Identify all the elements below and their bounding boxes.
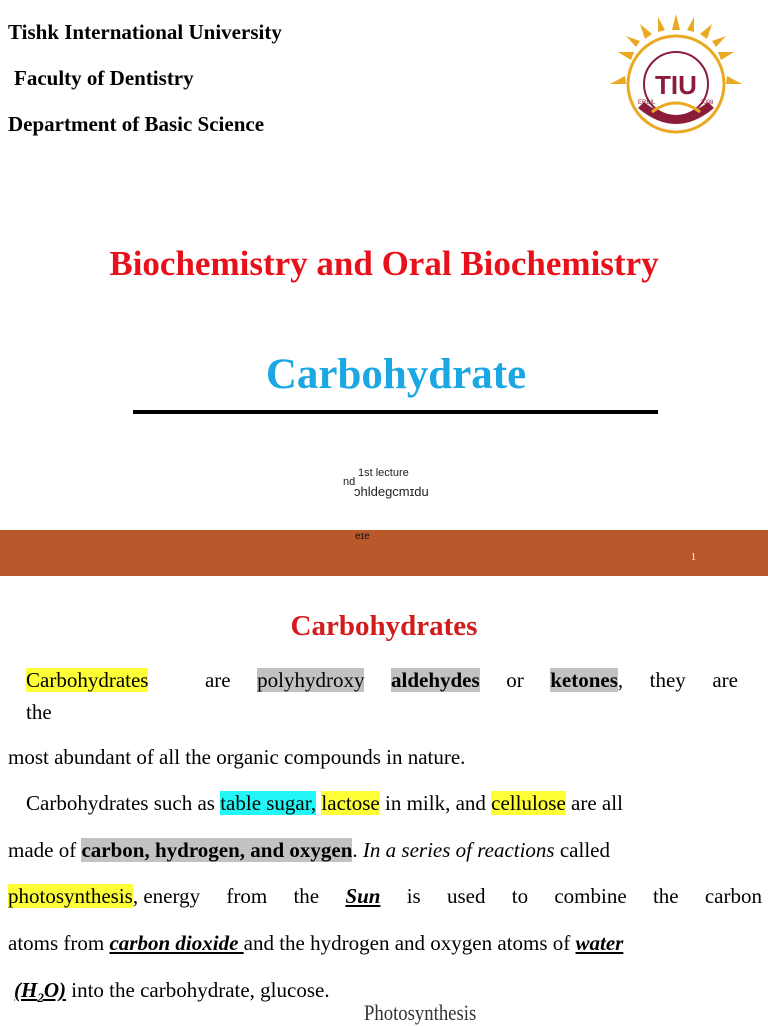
term-lactose: lactose — [321, 791, 380, 815]
text: Carbohydrates such as — [26, 791, 221, 815]
term-ketones: ketones — [550, 668, 618, 692]
paragraph-2-line-1 — [26, 791, 768, 815]
logo-initials: TIU — [655, 70, 697, 100]
text: and the hydrogen and oxygen atoms of — [243, 931, 576, 955]
term-cellulose: cellulose — [491, 791, 566, 815]
word: is — [406, 884, 421, 908]
course-title: Biochemistry and Oral Biochemistry — [109, 244, 659, 283]
department-name: Department of Basic Science — [8, 112, 265, 136]
garbled-small: eɪe — [355, 531, 370, 542]
term-photosynthesis: photosynthesis — [8, 884, 133, 908]
text: are all — [565, 791, 623, 815]
word: they — [649, 668, 686, 692]
term-elements: carbon, hydrogen, and oxygen — [81, 838, 353, 862]
formula-part: (H — [14, 978, 38, 1002]
term-carbon-dioxide: carbon dioxide — [109, 931, 244, 955]
paragraph-1-line-2: the — [26, 700, 52, 724]
slide-footer-bar — [0, 530, 768, 576]
word: are — [204, 668, 231, 692]
term-carbohydrates: Carbohydrates — [26, 668, 149, 692]
word: are — [712, 668, 738, 692]
logo-year: 2008 — [700, 100, 714, 106]
university-logo — [608, 12, 744, 148]
text: made of — [8, 838, 82, 862]
term-water-formula — [14, 978, 66, 1006]
word: from — [226, 884, 268, 908]
italic-text: In a series of reactions — [362, 838, 555, 862]
term-aldehydes: aldehydes — [390, 668, 480, 692]
university-name: Tishk International University — [8, 20, 282, 44]
term-table-sugar: table sugar, — [220, 791, 317, 815]
word: or — [506, 668, 524, 692]
term-polyhydroxy: polyhydroxy — [257, 668, 365, 692]
text: into the carbohydrate, glucose. — [66, 978, 330, 1002]
formula-subscript: 2 — [37, 990, 44, 1006]
slide-number: 1 — [691, 552, 696, 563]
word: used — [446, 884, 486, 908]
paragraph-2-line-2 — [8, 838, 762, 862]
term-water: water — [575, 931, 624, 955]
title-underline — [133, 410, 658, 414]
faculty-name: Faculty of Dentistry — [14, 66, 194, 90]
text: , energy — [132, 884, 201, 908]
garbled-nd: nd — [343, 476, 356, 488]
term-sun: Sun — [345, 884, 381, 908]
paragraph-1-line-1 — [26, 668, 738, 692]
text: . — [352, 838, 363, 862]
text: called — [554, 838, 610, 862]
lecture-subtitle: Carbohydrate — [265, 351, 527, 398]
paragraph-2-line-3 — [8, 884, 762, 908]
logo-city: ERBIL — [638, 100, 656, 106]
word: combine — [554, 884, 627, 908]
formula-part: O) — [43, 978, 66, 1002]
word: carbon — [704, 884, 762, 908]
paragraph-2-line-4 — [8, 931, 762, 955]
text: atoms from — [8, 931, 110, 955]
garbled-text: ɔhldegcmɪdu — [354, 484, 429, 499]
text: in milk, and — [379, 791, 492, 815]
paragraph-1-line-3: most abundant of all the organic compounds in nature. — [8, 745, 466, 769]
figure-caption: Photosynthesis — [364, 1000, 477, 1025]
comma: , — [617, 668, 624, 692]
word: the — [652, 884, 679, 908]
lecture-label: 1st lecture — [358, 467, 409, 479]
word: to — [511, 884, 529, 908]
section-heading: Carbohydrates — [290, 610, 478, 642]
word: the — [293, 884, 320, 908]
